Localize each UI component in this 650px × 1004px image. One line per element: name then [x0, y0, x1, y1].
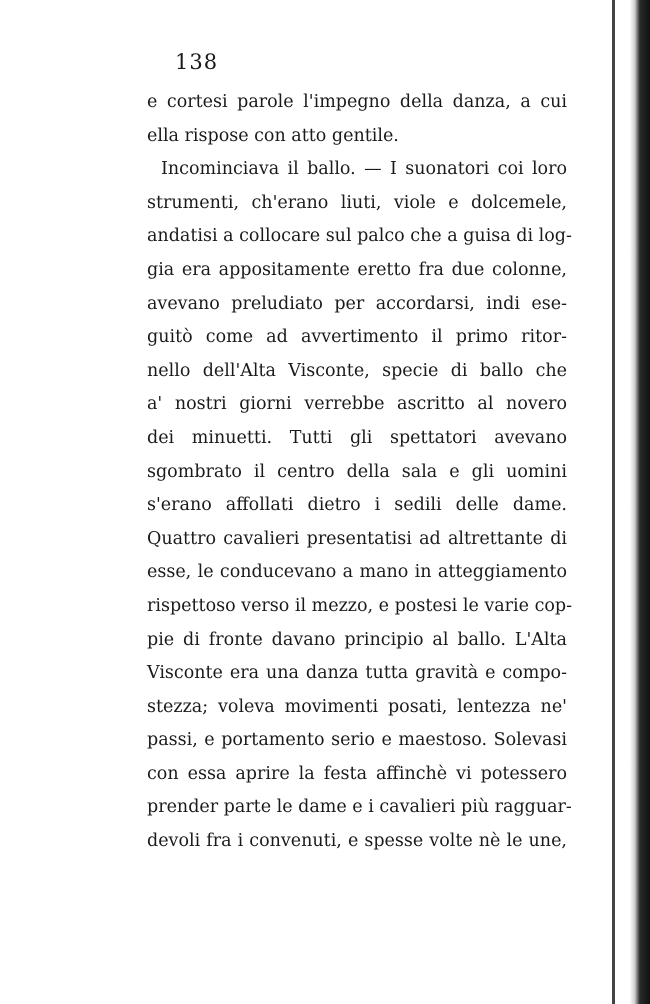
- text-line: rispettoso verso il mezzo, e postesi le varie cop-: [147, 595, 573, 616]
- text-line: stezza; voleva movimenti posati, lentezza ne': [147, 696, 567, 717]
- text-line: e cortesi parole l'impegno della danza, a cui: [147, 92, 567, 112]
- page-number: 138: [175, 50, 219, 74]
- text-line: gia era appositamente eretto fra due colonne,: [147, 259, 567, 280]
- text-line: ella rispose con atto gentile.: [147, 125, 399, 146]
- text-line: esse, le conducevano a mano in atteggiamento: [147, 562, 567, 583]
- text-line: guitò come ad avvertimento il primo ritor-: [147, 327, 567, 348]
- text-line: Visconte era una danza tutta gravità e compo-: [147, 663, 567, 684]
- book-spine-shadow: [616, 0, 650, 1004]
- text-line: passi, e portamento serio e maestoso. Solevasi: [147, 730, 567, 751]
- text-line: strumenti, ch'erano liuti, viole e dolcemele,: [147, 192, 567, 213]
- text-line: dei minuetti. Tutti gli spettatori avevano: [147, 427, 567, 448]
- text-line: nello dell'Alta Visconte, specie di ballo che: [147, 360, 567, 381]
- text-line: Incominciava il ballo. — I suonatori coi loro: [161, 159, 567, 180]
- text-line: pie di fronte davano principio al ballo. L'Alta: [147, 629, 567, 650]
- text-line: andatisi a collocare sul palco che a guisa di log-: [147, 226, 572, 247]
- page-edge-line: [612, 0, 615, 1004]
- text-line: s'erano affollati dietro i sedili delle dame.: [147, 495, 567, 516]
- text-line: Quattro cavalieri presentatisi ad altrettante di: [147, 528, 567, 549]
- text-line: devoli fra i convenuti, e spesse volte nè le une,: [147, 831, 567, 852]
- text-line: prender parte le dame e i cavalieri più ragguar-: [147, 797, 572, 818]
- text-line: avevano preludiato per accordarsi, indi ese-: [147, 293, 567, 314]
- text-line: con essa aprire la festa affinchè vi potessero: [147, 763, 567, 784]
- text-line: a' nostri giorni verrebbe ascritto al novero: [147, 394, 567, 415]
- body-text: [147, 86, 573, 859]
- text-line: sgombrato il centro della sala e gli uomini: [147, 461, 567, 482]
